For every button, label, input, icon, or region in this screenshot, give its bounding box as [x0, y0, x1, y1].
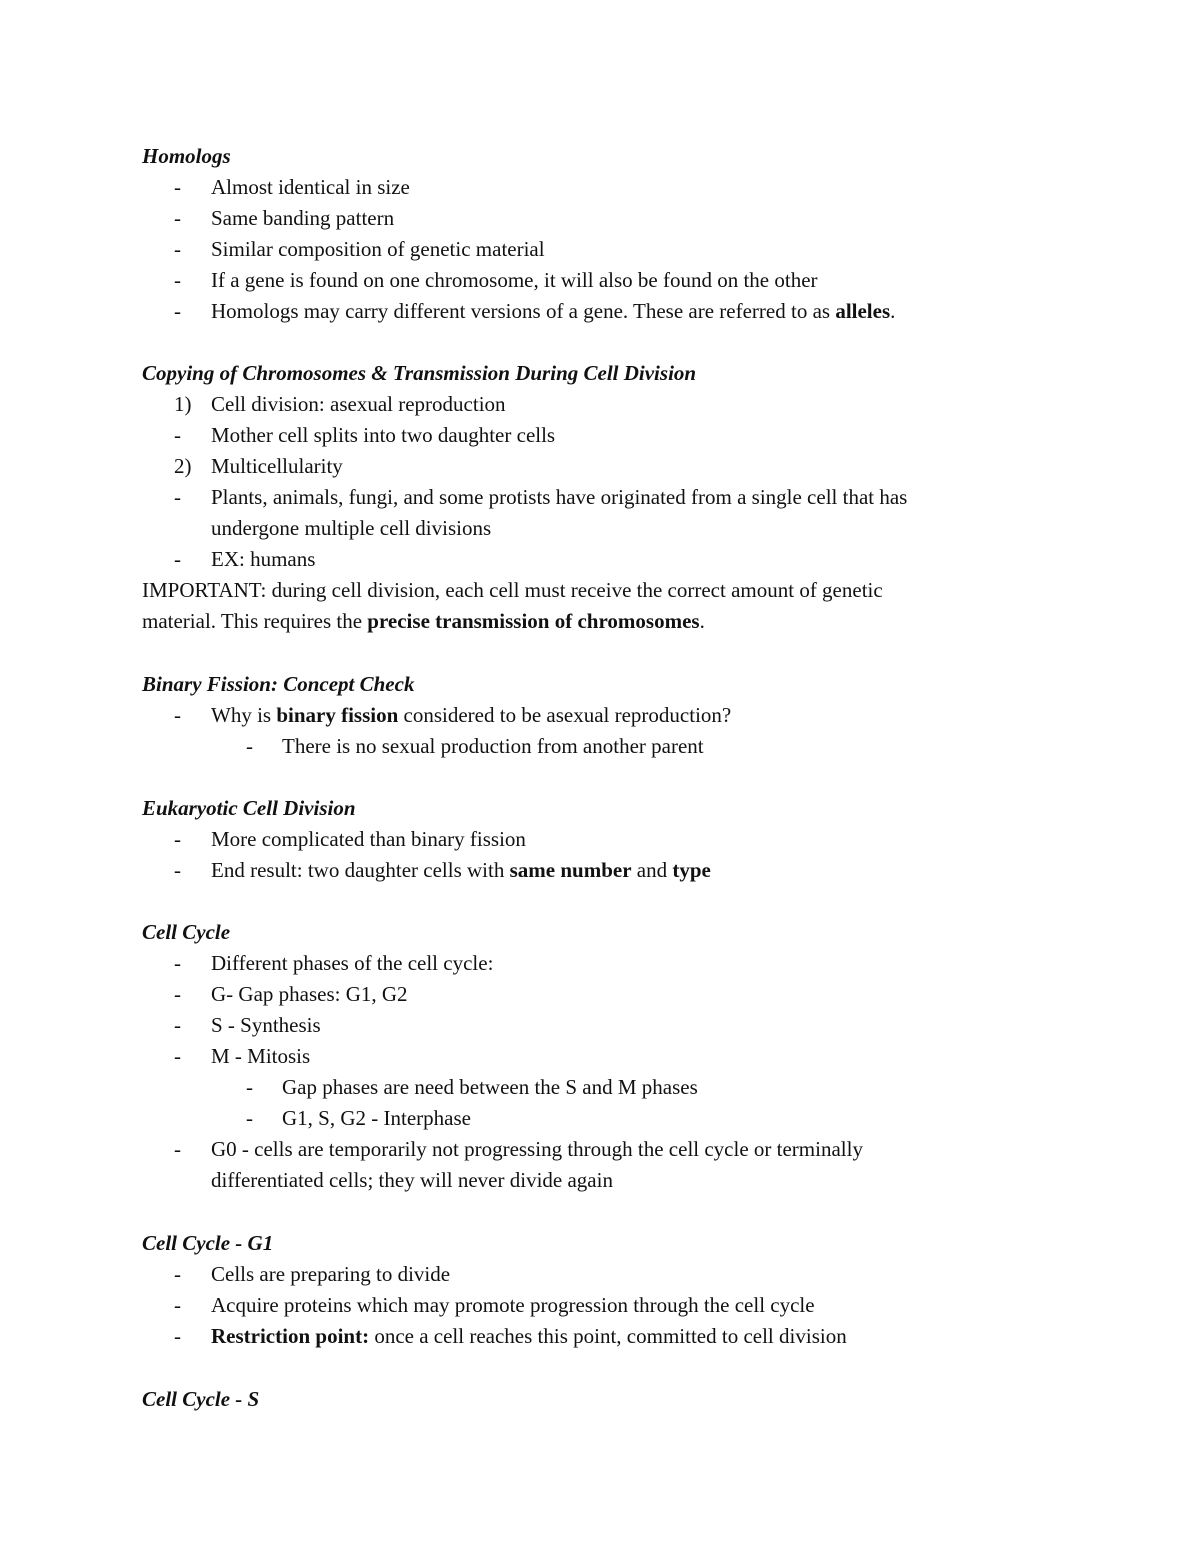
- bold-term: Restriction point:: [211, 1324, 370, 1348]
- section-heading: Binary Fission: Concept Check: [142, 672, 415, 696]
- bullet-dash: -: [246, 734, 253, 758]
- text-run: once a cell reaches this point, committed to cell division: [369, 1324, 847, 1348]
- list-item-text: Multicellularity: [211, 454, 343, 478]
- section-cell-cycle-g1: [142, 1228, 1042, 1352]
- bullet-dash: -: [246, 1106, 253, 1130]
- list-item-text: Mother cell splits into two daughter cells: [211, 423, 556, 447]
- bold-term: same number: [509, 858, 632, 882]
- bullet-dash: -: [174, 1044, 181, 1068]
- section-eukaryotic: [142, 793, 1042, 886]
- bullet-dash: -: [174, 1262, 181, 1286]
- list-item-text: Different phases of the cell cycle:: [211, 951, 494, 975]
- section-heading: Eukaryotic Cell Division: [142, 796, 356, 820]
- section-homologs: [142, 141, 1042, 327]
- list-item-text: Almost identical in size: [211, 175, 410, 199]
- list-item: [142, 203, 1042, 234]
- bullet-dash: -: [174, 951, 181, 975]
- list-item: [142, 1259, 1042, 1290]
- numbered-item: [142, 451, 1042, 482]
- list-item: [142, 265, 1042, 296]
- bullet-dash: -: [174, 1137, 181, 1161]
- list-item-text: Cell division: asexual reproduction: [211, 392, 506, 416]
- bullet-dash: -: [174, 982, 181, 1006]
- list-item: [142, 296, 1042, 327]
- paragraph-line: [142, 606, 1042, 637]
- bullet-dash: -: [174, 547, 181, 571]
- list-item-text: [211, 1321, 847, 1352]
- list-item-continuation: [142, 513, 1042, 544]
- list-item: [142, 979, 1042, 1010]
- bold-term: binary fission: [276, 703, 399, 727]
- list-item-text: Cells are preparing to divide: [211, 1262, 451, 1286]
- section-heading: Cell Cycle - G1: [142, 1231, 274, 1255]
- bullet-dash: -: [174, 237, 181, 261]
- item-number: 2): [174, 454, 192, 478]
- bullet-dash: -: [174, 703, 181, 727]
- list-item-text: Gap phases are need between the S and M phases: [282, 1075, 698, 1099]
- bullet-dash: -: [174, 827, 181, 851]
- paragraph-text: IMPORTANT: during cell division, each cell must receive the correct amount of genetic: [142, 578, 883, 602]
- list-item: [142, 172, 1042, 203]
- list-item-text: More complicated than binary fission: [211, 827, 526, 851]
- numbered-item: [142, 389, 1042, 420]
- list-item-text: Similar composition of genetic material: [211, 237, 545, 261]
- list-item: [142, 855, 1042, 886]
- section-copying: [142, 358, 1042, 637]
- list-item-text: S - Synthesis: [211, 1013, 321, 1037]
- list-item-text: undergone multiple cell divisions: [211, 516, 492, 540]
- list-item-text: There is no sexual production from another parent: [282, 734, 704, 758]
- bullet-dash: -: [174, 423, 181, 447]
- bold-term: type: [672, 858, 711, 882]
- list-item: [142, 1290, 1042, 1321]
- bold-term: precise transmission of chromosomes: [367, 609, 700, 633]
- section-binary-fission: [142, 669, 1042, 762]
- list-item-text: If a gene is found on one chromosome, it will also be found on the other: [211, 268, 818, 292]
- text-run: considered to be asexual reproduction?: [398, 703, 732, 727]
- bullet-dash: -: [174, 299, 181, 323]
- text-run: Why is: [211, 703, 277, 727]
- sub-list-item: [142, 1103, 1042, 1134]
- list-item: [142, 234, 1042, 265]
- list-item-text: G- Gap phases: G1, G2: [211, 982, 408, 1006]
- bullet-dash: -: [174, 206, 181, 230]
- bullet-dash: -: [174, 1293, 181, 1317]
- section-heading: Homologs: [142, 144, 231, 168]
- list-item: [142, 824, 1042, 855]
- bullet-dash: -: [246, 1075, 253, 1099]
- list-item-text: differentiated cells; they will never divide again: [211, 1168, 613, 1192]
- item-number: 1): [174, 392, 192, 416]
- list-item-text: G1, S, G2 - Interphase: [282, 1106, 471, 1130]
- list-item-text: M - Mitosis: [211, 1044, 311, 1068]
- list-item-text: [211, 700, 731, 731]
- text-run: Homologs may carry different versions of a gene. These are referred to as: [211, 299, 836, 323]
- paragraph-line: [142, 575, 1042, 606]
- bullet-dash: -: [174, 1324, 181, 1348]
- text-run: End result: two daughter cells with: [211, 858, 510, 882]
- text-run: .: [890, 299, 896, 323]
- list-item-text: Plants, animals, fungi, and some protists have originated from a single cell that has: [211, 485, 908, 509]
- bullet-dash: -: [174, 858, 181, 882]
- list-item-continuation: [142, 1165, 1042, 1196]
- list-item-text: Acquire proteins which may promote progression through the cell cycle: [211, 1293, 815, 1317]
- list-item: [142, 544, 1042, 575]
- paragraph-text: [142, 606, 705, 637]
- list-item: [142, 1321, 1042, 1352]
- text-run: .: [699, 609, 705, 633]
- section-cell-cycle: [142, 917, 1042, 1196]
- section-heading: Cell Cycle - S: [142, 1387, 260, 1411]
- list-item: [142, 1041, 1042, 1072]
- list-item-text: EX: humans: [211, 547, 316, 571]
- sub-list-item: [142, 731, 1042, 762]
- list-item: [142, 482, 1042, 513]
- text-run: material. This requires the: [142, 609, 368, 633]
- bullet-dash: -: [174, 268, 181, 292]
- list-item: [142, 1134, 1042, 1165]
- list-item-text: [211, 855, 711, 886]
- list-item: [142, 420, 1042, 451]
- list-item: [142, 948, 1042, 979]
- section-heading: Copying of Chromosomes & Transmission During Cell Division: [142, 361, 697, 385]
- bullet-dash: -: [174, 175, 181, 199]
- text-run: and: [631, 858, 673, 882]
- list-item: [142, 1010, 1042, 1041]
- bullet-dash: -: [174, 1013, 181, 1037]
- section-heading: Cell Cycle: [142, 920, 231, 944]
- section-cell-cycle-s: [142, 1384, 1042, 1415]
- list-item-text: G0 - cells are temporarily not progressing through the cell cycle or terminally: [211, 1137, 863, 1161]
- bold-term: alleles: [835, 299, 891, 323]
- list-item-text: Same banding pattern: [211, 206, 395, 230]
- bullet-dash: -: [174, 485, 181, 509]
- list-item: [142, 700, 1042, 731]
- list-item-text: [211, 296, 895, 327]
- sub-list-item: [142, 1072, 1042, 1103]
